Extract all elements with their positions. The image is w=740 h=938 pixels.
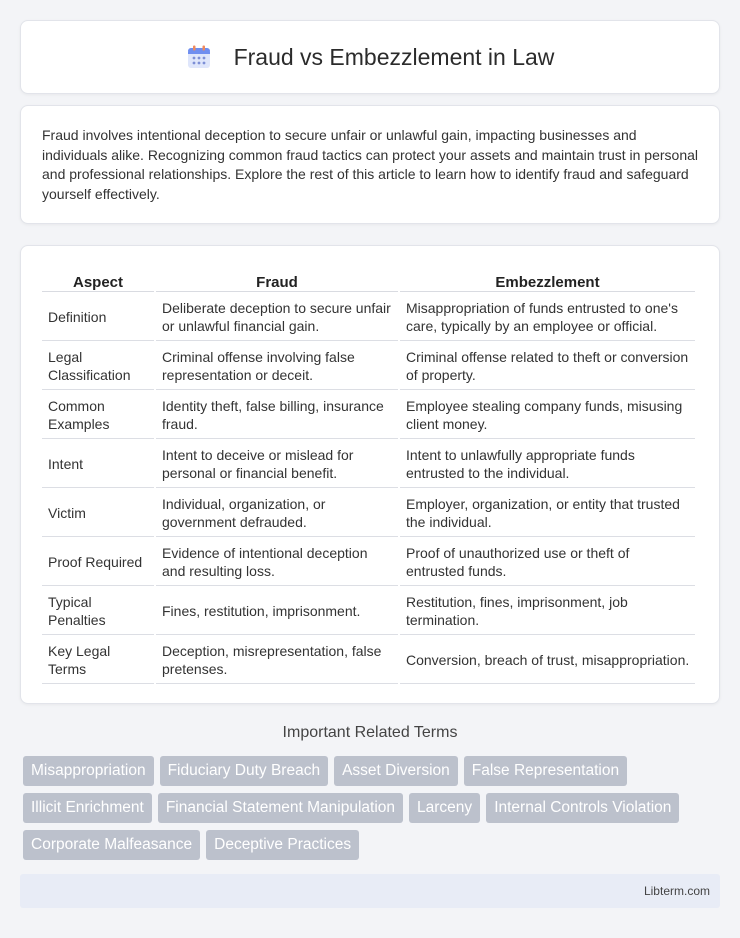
- footer: [20, 874, 720, 908]
- table-row: [42, 539, 695, 586]
- table-row: [42, 588, 695, 635]
- related-term-tag[interactable]: Internal Controls Violation: [486, 793, 679, 823]
- cell-aspect: Key Legal Terms: [42, 637, 154, 684]
- cell-fraud: Fines, restitution, imprisonment.: [156, 588, 398, 635]
- page-title: Fraud vs Embezzlement in Law: [233, 43, 555, 70]
- header-embezzlement: Embezzlement: [400, 268, 695, 292]
- cell-embezzlement: Proof of unauthorized use or theft of entrusted funds.: [400, 539, 695, 586]
- header-aspect: Aspect: [42, 268, 154, 292]
- intro-card: [20, 105, 720, 224]
- cell-fraud: Deception, misrepresentation, false pretenses.: [156, 637, 398, 684]
- footer-site-link[interactable]: Libterm.com: [643, 884, 710, 898]
- cell-aspect: Common Examples: [42, 392, 154, 439]
- cell-embezzlement: Employer, organization, or entity that trusted the individual.: [400, 490, 695, 537]
- related-term-tag[interactable]: Corporate Malfeasance: [23, 830, 200, 860]
- related-terms-list: [23, 756, 723, 860]
- calendar-grid-icon: [186, 44, 212, 70]
- related-terms-title: Important Related Terms: [282, 724, 458, 741]
- cell-embezzlement: Restitution, fines, imprisonment, job termination.: [400, 588, 695, 635]
- table-row: [42, 392, 695, 439]
- comparison-table: [40, 266, 697, 686]
- cell-aspect: Typical Penalties: [42, 588, 154, 635]
- related-term-tag[interactable]: Misappropriation: [23, 756, 154, 786]
- intro-paragraph: Fraud involves intentional deception to secure unfair or unlawful gain, impacting businesses and individuals alike. Recognizing common fraud tactics can protect your assets and maintain trust in personal and professional relationships. Explore the rest of this article to learn how to identify fraud and safeguard yourself effectively.: [42, 127, 698, 202]
- cell-embezzlement: Employee stealing company funds, misusing client money.: [400, 392, 695, 439]
- cell-fraud: Individual, organization, or government defrauded.: [156, 490, 398, 537]
- related-term-tag[interactable]: Illicit Enrichment: [23, 793, 152, 823]
- cell-aspect: Proof Required: [42, 539, 154, 586]
- cell-embezzlement: Intent to unlawfully appropriate funds entrusted to the individual.: [400, 441, 695, 488]
- cell-aspect: Definition: [42, 294, 154, 341]
- table-header-row: [42, 268, 695, 292]
- cell-fraud: Intent to deceive or mislead for personal or financial benefit.: [156, 441, 398, 488]
- related-term-tag[interactable]: Fiduciary Duty Breach: [160, 756, 328, 786]
- table-row: [42, 343, 695, 390]
- table-row: [42, 637, 695, 684]
- related-term-tag[interactable]: Deceptive Practices: [206, 830, 359, 860]
- cell-fraud: Deliberate deception to secure unfair or unlawful financial gain.: [156, 294, 398, 341]
- table-row: [42, 294, 695, 341]
- cell-embezzlement: Criminal offense related to theft or conversion of property.: [400, 343, 695, 390]
- cell-fraud: Criminal offense involving false representation or deceit.: [156, 343, 398, 390]
- cell-embezzlement: Misappropriation of funds entrusted to one's care, typically by an employee or official.: [400, 294, 695, 341]
- table-row: [42, 490, 695, 537]
- cell-embezzlement: Conversion, breach of trust, misappropriation.: [400, 637, 695, 684]
- table-row: [42, 441, 695, 488]
- cell-aspect: Victim: [42, 490, 154, 537]
- related-term-tag[interactable]: False Representation: [464, 756, 627, 786]
- related-term-tag[interactable]: Asset Diversion: [334, 756, 458, 786]
- cell-fraud: Evidence of intentional deception and resulting loss.: [156, 539, 398, 586]
- header-fraud: Fraud: [156, 268, 398, 292]
- cell-aspect: Intent: [42, 441, 154, 488]
- cell-fraud: Identity theft, false billing, insurance fraud.: [156, 392, 398, 439]
- related-term-tag[interactable]: Larceny: [409, 793, 480, 823]
- header-card: [20, 20, 720, 94]
- cell-aspect: Legal Classification: [42, 343, 154, 390]
- comparison-table-card: [20, 245, 720, 704]
- related-term-tag[interactable]: Financial Statement Manipulation: [158, 793, 403, 823]
